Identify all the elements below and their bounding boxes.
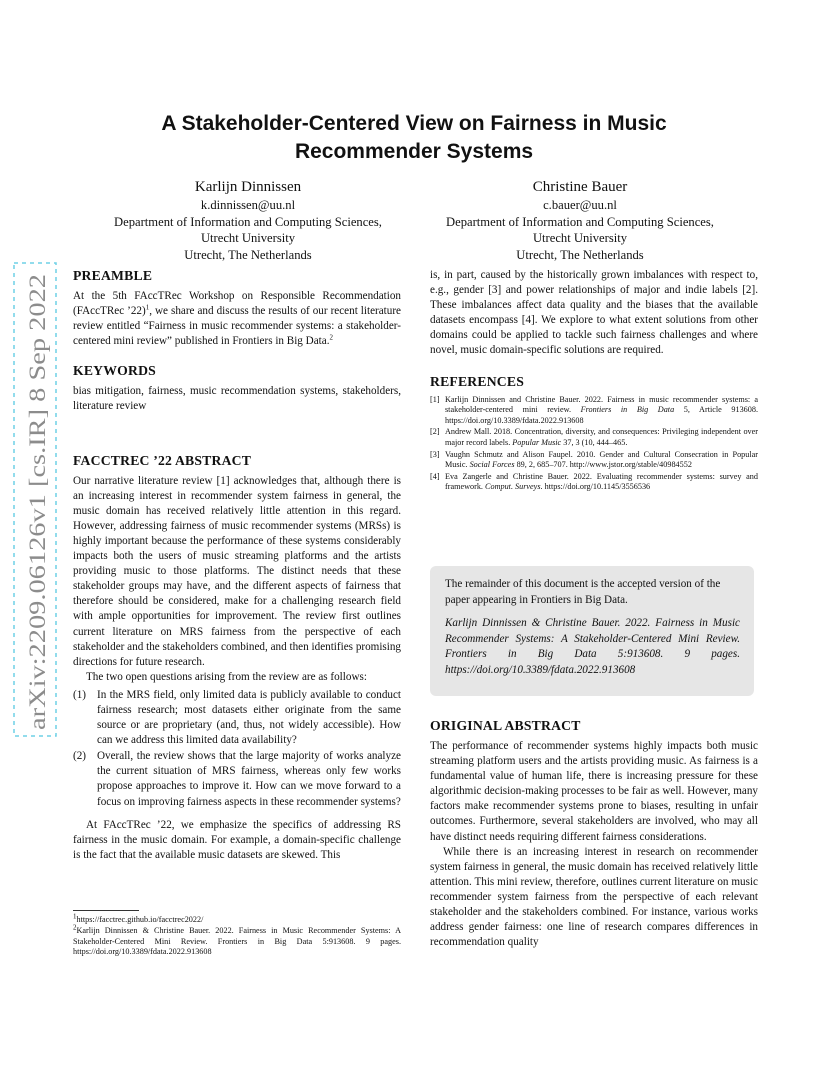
author-block xyxy=(73,178,423,263)
preamble-text xyxy=(73,289,401,349)
references-list xyxy=(430,395,758,493)
reference-number: [4] xyxy=(430,471,440,481)
footnote-marker: 1 xyxy=(145,303,150,312)
list-text: Overall, the review shows that the large majority of works analyze the current situation of MRS fairness, whereas only few works propose approaches to improve it. How can we move forward to a focus on improving fairness aspects in these recommender systems? xyxy=(97,750,401,808)
facctrec-abstract-section xyxy=(73,453,401,863)
open-questions-list xyxy=(73,688,401,810)
reference-item xyxy=(430,395,758,427)
original-abstract-section xyxy=(430,718,758,950)
footnote-text: Karlijn Dinnissen & Christine Bauer. 2022. Fairness in Music Recommender Systems: A Stakeholder-Centered Mini Review. Frontiers in Big Data 5:913608. 9 pages. https://doi.org/10.3389/fdata.2022.913608 xyxy=(73,925,401,957)
preamble-text-part: At the 5th FAccTRec Workshop on Responsible Recommendation (FAccTRec ’22) xyxy=(73,290,401,318)
reference-text: 37, 3 (10, 444–465. xyxy=(561,437,628,447)
reference-text: Andrew Mall. 2018. Concentration, diversity, and consequences: Privileging independent over major record labels. xyxy=(445,427,758,447)
accepted-version-notice xyxy=(430,566,754,696)
author-department: Department of Information and Computing Sciences, xyxy=(446,214,714,229)
section-heading: PREAMBLE xyxy=(73,268,153,283)
keywords-text: bias mitigation, fairness, music recommendation systems, stakeholders, literature review xyxy=(73,385,401,413)
list-number: (1) xyxy=(73,688,86,701)
reference-item xyxy=(430,450,758,471)
section-heading: REFERENCES xyxy=(430,373,525,389)
author-email: c.bauer@uu.nl xyxy=(543,198,617,212)
reference-text: . https://doi.org/10.1145/3556536 xyxy=(540,482,651,492)
arxiv-identifier: arXiv:2209.06126v1 [cs.IR] 8 Sep 2022 xyxy=(25,360,50,730)
notice-text: The remainder of this document is the accepted version of the paper appearing in Frontiers in Big Data. xyxy=(445,578,721,606)
left-column xyxy=(73,268,401,863)
list-text: In the MRS field, only limited data is publicly available to conduct fairness research; most datasets either originate from the same source or are proprietary (and, thus, not widely accessible). How can we address this limited data availability? xyxy=(97,688,401,747)
author-name: Christine Bauer xyxy=(532,179,628,195)
section-heading: ORIGINAL ABSTRACT xyxy=(430,718,581,733)
author-block xyxy=(405,178,755,263)
reference-venue: Frontiers in Big Data xyxy=(580,405,675,415)
footnote-rule xyxy=(73,910,139,911)
footnote-mark: 1 xyxy=(73,912,77,921)
reference-text: 5, Article 913608. https://doi.org/10.3389/fdata.2022.913608 xyxy=(445,405,758,425)
author-location: Utrecht, The Netherlands xyxy=(184,247,312,262)
author-name: Karlijn Dinnissen xyxy=(194,179,302,195)
reference-text: Vaughn Schmutz and Alison Faupel. 2010. Gender and Cultural Consecration in Popular Music. xyxy=(445,449,758,470)
preamble-section xyxy=(73,268,401,349)
footnote xyxy=(73,923,401,958)
section-heading: KEYWORDS xyxy=(73,363,156,379)
original-abstract-paragraph: The performance of recommender systems highly impacts both music streaming platform users and the artists providing music. As fairness is a fundamental value of human life, there is increasing pressure for these algorithmic decision-making processes to be fair as well. However, many factors make recommender systems prone to biases, resulting in unfair outcomes. Furthermore, several stakeholders are involved, who may all have distinct needs requiring different fairness considerations. xyxy=(430,740,758,843)
abstract-paragraph: is, in part, caused by the historically grown imbalances with respect to, e.g., gender [3] and power relationships of major and indie labels [2]. These imbalances affect data quality and the biases that the available datasets encompass [4]. We explore to what extent solutions from other domains could be applied to tackle such fairness challenges and where novel, music domain-specific solutions are required. xyxy=(430,269,758,357)
author-department: Department of Information and Computing Sciences, xyxy=(114,214,382,229)
section-heading: FACCTREC ’22 ABSTRACT xyxy=(73,452,252,468)
reference-number: [2] xyxy=(430,427,440,437)
reference-item xyxy=(430,427,758,448)
author-location: Utrecht, The Netherlands xyxy=(516,247,644,262)
author-university: Utrecht University xyxy=(532,231,628,245)
footnote-text: https://facctrec.github.io/facctrec2022/ xyxy=(76,915,204,924)
footnote-mark: 2 xyxy=(73,923,77,932)
abstract-paragraph: The two open questions arising from the review are as follows: xyxy=(86,670,367,683)
reference-number: [3] xyxy=(430,449,440,459)
notice-citation: Karlijn Dinnissen & Christine Bauer. 2022. Fairness in Music Recommender Systems: A Stakeholder-Centered Mini Review. Frontiers in Big Data 5:913608. 9 pages. https://doi.org/10.3389/fdata.2022.913608 xyxy=(445,617,740,676)
reference-text: 89, 2, 685–707. http://www.jstor.org/stable/40984552 xyxy=(514,460,692,470)
footnotes xyxy=(73,910,401,958)
list-item xyxy=(73,688,401,748)
paper-title: A Stakeholder-Centered View on Fairness in Music Recommender Systems xyxy=(161,112,667,163)
list-number: (2) xyxy=(73,750,86,763)
reference-number: [1] xyxy=(430,394,440,404)
reference-venue: Comput. Surveys xyxy=(485,482,541,492)
right-column xyxy=(430,268,758,494)
abstract-paragraph: Our narrative literature review [1] acknowledges that, although there is an increasing interest in recommender system fairness in general, the music domain has received relatively little attention in this regard. However, addressing fairness of music recommender systems (MRSs) is highly important because the performance of these systems considerably impacts both the users of music streaming platforms and the artists providing music to those platforms. The distinct needs that these stakeholder groups may have, and the different aspects of fairness that therefore should be considered, make for a challenging research field with ample opportunities for improvement. The review first outlines current literature on MRS fairness from the perspective of each stakeholder and the stakeholders combined, and then identifies promising directions for future research. xyxy=(73,474,401,668)
abstract-paragraph: At FAccTRec ’22, we emphasize the specifics of addressing RS fairness in the music domain. For example, a domain-specific challenge is the fact that the available music datasets are skewed. This xyxy=(73,818,401,861)
list-item xyxy=(73,749,401,809)
author-email: k.dinnissen@uu.nl xyxy=(200,198,296,212)
reference-item xyxy=(430,472,758,493)
reference-text: Karlijn Dinnissen and Christine Bauer. 2022. Fairness in music recommender systems: a stakeholder-centered mini review. xyxy=(445,394,758,415)
author-university: Utrecht University xyxy=(200,231,296,245)
arxiv-stamp xyxy=(13,262,57,737)
footnote-marker: 2 xyxy=(329,333,333,342)
footnote xyxy=(73,912,401,926)
reference-venue: Social Forces xyxy=(469,460,515,470)
original-abstract-paragraph: While there is an increasing interest in research on recommender system fairness in general, the music domain has received relatively little attention. This mini review, therefore, outlines current literature on music recommender system fairness from the perspective of each relevant stakeholder and the stakeholders combined. For instance, various works address gender fairness: one line of research compares differences in recommendation quality xyxy=(430,845,758,949)
preamble-text-part: , we share and discuss the results of our recent literature review entitled “Fairness in music recommender systems: a stakeholder-centered mini review” published in Frontiers in Big Data. xyxy=(73,305,401,348)
reference-venue: Popular Music xyxy=(512,437,562,447)
reference-text: Eva Zangerle and Christine Bauer. 2022. Evaluating recommender systems: survey and framework. xyxy=(445,471,758,492)
references-section xyxy=(430,374,758,493)
keywords-section xyxy=(73,363,401,414)
